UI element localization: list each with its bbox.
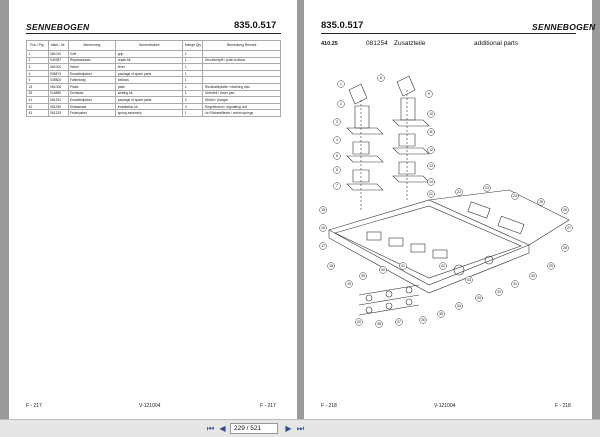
table-row <box>27 70 281 77</box>
cell-nomenclature: lever <box>116 64 183 71</box>
callout-18 <box>328 263 335 270</box>
callout-42 <box>440 263 447 270</box>
svg-text:7: 7 <box>336 184 338 189</box>
cell-remark: Druckknöpfe / push buttons <box>203 57 281 64</box>
svg-text:36: 36 <box>421 318 425 323</box>
footer-page-left: F - 217 <box>26 403 42 409</box>
svg-text:39: 39 <box>361 274 365 279</box>
cell-benennung: Ersatzteilpaket <box>68 70 116 77</box>
callout-30 <box>530 273 537 280</box>
callout-43 <box>466 277 473 284</box>
cell-nomenclature: package of spare parts <box>116 70 183 77</box>
cell-ident: 081253 <box>48 110 68 117</box>
footer-page-left: F - 218 <box>321 403 337 409</box>
cell-pos: 15 <box>27 83 49 90</box>
cell-qty: 1 <box>183 90 203 97</box>
svg-text:8: 8 <box>380 76 382 81</box>
callout-3 <box>334 119 341 126</box>
svg-text:9: 9 <box>428 92 430 97</box>
col-remark: Bemerkung Remark <box>203 41 281 51</box>
callout-15 <box>320 207 327 214</box>
callout-36 <box>420 317 427 324</box>
callout-34 <box>456 303 463 310</box>
cell-qty: 1 <box>183 83 203 90</box>
svg-text:33: 33 <box>477 296 481 301</box>
table-row <box>27 51 281 58</box>
assembly-title-en: additional parts <box>474 40 519 47</box>
svg-text:35: 35 <box>439 312 443 317</box>
left-page <box>9 0 297 419</box>
brand-logo: SENNEBOGEN <box>26 22 90 32</box>
svg-text:16: 16 <box>321 226 325 231</box>
table-row <box>27 57 281 64</box>
cell-benennung: Federpaket <box>68 110 116 117</box>
callout-23 <box>484 185 491 192</box>
svg-text:26: 26 <box>563 208 567 213</box>
cell-remark: Rückhalteplatte / retaining disc <box>203 83 281 90</box>
cell-ident: 081006 <box>48 83 68 90</box>
table-row <box>27 64 281 71</box>
right-page <box>304 0 596 419</box>
cell-pos: 1 <box>27 51 49 58</box>
cell-nomenclature: spring assembly <box>116 110 183 117</box>
svg-text:11: 11 <box>429 130 433 135</box>
cell-remark <box>203 51 281 58</box>
cell-nomenclature: sealing kit <box>116 90 183 97</box>
cell-benennung: Griff <box>68 51 116 58</box>
cell-pos: 2 <box>27 57 49 64</box>
svg-text:27: 27 <box>567 226 571 231</box>
callout-16 <box>320 225 327 232</box>
cell-pos: 9 <box>27 77 49 84</box>
svg-text:38: 38 <box>377 322 381 327</box>
catalog-code: 835.0.517 <box>321 20 364 31</box>
col-qty: Menge Qty <box>183 41 203 51</box>
footer-doc-id: V-121004 <box>434 403 456 409</box>
cell-nomenclature: installation kit <box>116 103 183 110</box>
part-springs <box>359 285 419 315</box>
header-rule <box>26 33 281 34</box>
parts-table <box>26 40 281 117</box>
svg-text:28: 28 <box>563 246 567 251</box>
cell-ident: 081250 <box>48 103 68 110</box>
part-grip-right <box>397 76 415 96</box>
cell-nomenclature: package of spare parts <box>116 97 183 104</box>
svg-text:10: 10 <box>429 112 433 117</box>
cell-qty: 1 <box>183 77 203 84</box>
callout-2 <box>338 101 345 108</box>
callout-33 <box>476 295 483 302</box>
callout-13 <box>428 163 435 170</box>
svg-text:18: 18 <box>329 264 333 269</box>
callout-17 <box>320 243 327 250</box>
cell-qty: 1 <box>183 70 203 77</box>
callout-21 <box>428 191 435 198</box>
cell-qty: 1 <box>183 57 203 64</box>
cell-qty: 4 <box>183 103 203 110</box>
svg-text:34: 34 <box>457 304 461 309</box>
prev-page-icon[interactable]: ◀ <box>219 424 226 433</box>
callout-8 <box>378 75 385 82</box>
callout-9 <box>426 91 433 98</box>
callout-40 <box>380 267 387 274</box>
cell-ident: 081251 <box>48 97 68 104</box>
svg-text:1: 1 <box>340 82 342 87</box>
callout-markers <box>320 75 573 328</box>
col-nomenclature: Nomenclature <box>116 41 183 51</box>
callout-19 <box>346 281 353 288</box>
col-pos: Pos./ Pig. <box>27 41 49 51</box>
callout-24 <box>512 193 519 200</box>
cell-benennung: Reparatursatz <box>68 57 116 64</box>
cell-qty: 1 <box>183 64 203 71</box>
callout-38 <box>376 321 383 328</box>
part-grip-left <box>349 84 367 104</box>
catalog-code: 835.0.517 <box>234 20 277 31</box>
svg-text:19: 19 <box>347 282 351 287</box>
svg-text:32: 32 <box>497 290 501 295</box>
callout-37 <box>396 319 403 326</box>
svg-text:40: 40 <box>381 268 385 273</box>
cell-remark: Regelelment / regulating unit <box>203 103 281 110</box>
part-base-plate <box>329 200 529 285</box>
cell-remark <box>203 77 281 84</box>
exploded-parts-diagram <box>319 70 579 330</box>
part-ring-1 <box>454 265 464 275</box>
svg-text:5: 5 <box>336 154 338 159</box>
callout-32 <box>496 289 503 296</box>
callout-25 <box>538 199 545 206</box>
cell-ident: 040387 <box>48 57 68 64</box>
cell-benennung: Dichtsatz <box>68 90 116 97</box>
col-ident: Ident.- Nr. <box>48 41 68 51</box>
svg-text:13: 13 <box>429 164 433 169</box>
callout-20 <box>356 319 363 326</box>
cell-benennung: Faltenbalg <box>68 77 116 84</box>
cell-remark: Stößel / plunger <box>203 97 281 104</box>
svg-text:17: 17 <box>321 244 325 249</box>
cell-pos: 42 <box>27 103 49 110</box>
part-lever-right <box>401 98 415 120</box>
cell-pos: 41 <box>27 97 49 104</box>
cell-remark <box>203 70 281 77</box>
part-block-2 <box>498 216 524 234</box>
svg-text:24: 24 <box>513 194 517 199</box>
next-page-icon[interactable]: ▶ <box>285 424 292 433</box>
svg-text:25: 25 <box>539 200 543 205</box>
cell-ident: 016880 <box>48 90 68 97</box>
cell-nomenclature: repair kit <box>116 57 183 64</box>
part-valve-2 <box>389 238 403 246</box>
svg-text:14: 14 <box>429 180 433 185</box>
part-block-1 <box>468 202 490 218</box>
svg-text:20: 20 <box>357 320 361 325</box>
callout-5 <box>334 153 341 160</box>
footer-page-right: F - 218 <box>555 403 571 409</box>
callout-35 <box>438 311 445 318</box>
part-lever-left <box>355 106 369 128</box>
assembly-position: 410.25 <box>321 41 338 47</box>
cell-qty: 1 <box>183 110 203 117</box>
assembly-title-de: Zusatzteile <box>394 40 426 47</box>
svg-text:23: 23 <box>485 186 489 191</box>
cell-pos: 43 <box>27 110 49 117</box>
cell-pos: 3 <box>27 64 49 71</box>
svg-text:12: 12 <box>429 148 433 153</box>
cell-nomenclature: plate <box>116 83 183 90</box>
header-rule <box>321 33 576 34</box>
svg-text:31: 31 <box>513 282 517 287</box>
callout-26 <box>562 207 569 214</box>
callout-6 <box>334 167 341 174</box>
callout-12 <box>428 147 435 154</box>
table-row <box>27 90 281 97</box>
footer-page-right: F - 217 <box>260 403 276 409</box>
svg-text:30: 30 <box>531 274 535 279</box>
svg-text:37: 37 <box>397 320 401 325</box>
svg-text:6: 6 <box>336 168 338 173</box>
cell-ident: 039804 <box>48 77 68 84</box>
cell-ident: 081004 <box>48 64 68 71</box>
cell-nomenclature: bellows <box>116 77 183 84</box>
callout-29 <box>548 263 555 270</box>
callout-14 <box>428 179 435 186</box>
cell-ident: 081010 <box>48 51 68 58</box>
table-row <box>27 77 281 84</box>
svg-text:22: 22 <box>457 190 461 195</box>
part-plate-right <box>393 120 429 126</box>
cell-ident: 056873 <box>48 70 68 77</box>
callout-31 <box>512 281 519 288</box>
part-valve-1 <box>367 232 381 240</box>
callout-7 <box>334 183 341 190</box>
parts-table-header <box>27 41 281 51</box>
cell-nomenclature: grip <box>116 51 183 58</box>
svg-text:4: 4 <box>336 138 338 143</box>
cell-pos: 35 <box>27 90 49 97</box>
svg-text:42: 42 <box>441 264 445 269</box>
callout-28 <box>562 245 569 252</box>
callout-4 <box>334 137 341 144</box>
svg-text:15: 15 <box>321 208 325 213</box>
assembly-ident: 081254 <box>366 40 388 47</box>
page-number-input[interactable]: 229 / 521 <box>230 423 278 434</box>
part-valve-4 <box>433 250 447 258</box>
svg-text:41: 41 <box>401 264 405 269</box>
cell-pos: 4 <box>27 70 49 77</box>
cell-benennung: Ersatzteilpaket <box>68 97 116 104</box>
cell-qty: 1 <box>183 51 203 58</box>
callout-41 <box>400 263 407 270</box>
first-page-icon[interactable]: ⏮ <box>206 424 215 433</box>
footer-doc-id: V-121004 <box>139 403 161 409</box>
svg-text:21: 21 <box>429 192 433 197</box>
svg-text:2: 2 <box>340 102 342 107</box>
cell-benennung: Einbausatz <box>68 103 116 110</box>
cell-remark: Unterteil / lower part <box>203 90 281 97</box>
cell-benennung: Hebel <box>68 64 116 71</box>
part-plate-left <box>347 128 383 134</box>
callout-11 <box>428 129 435 136</box>
callout-10 <box>428 111 435 118</box>
callout-22 <box>456 189 463 196</box>
viewer-toolbar <box>0 419 600 437</box>
table-row <box>27 110 281 117</box>
table-row <box>27 83 281 90</box>
table-row <box>27 97 281 104</box>
svg-text:29: 29 <box>549 264 553 269</box>
table-row <box>27 103 281 110</box>
callout-27 <box>566 225 573 232</box>
cell-remark: 4x Rückstellfeder / return springs <box>203 110 281 117</box>
svg-text:43: 43 <box>467 278 471 283</box>
part-valve-3 <box>411 244 425 252</box>
callout-39 <box>360 273 367 280</box>
cell-remark <box>203 64 281 71</box>
col-benennung: Benennung <box>68 41 116 51</box>
brand-logo: SENNEBOGEN <box>532 22 596 32</box>
last-page-icon[interactable]: ⏭ <box>296 424 305 433</box>
cell-qty: 2 <box>183 97 203 104</box>
svg-text:3: 3 <box>336 120 338 125</box>
cell-benennung: Platte <box>68 83 116 90</box>
callout-1 <box>338 81 345 88</box>
